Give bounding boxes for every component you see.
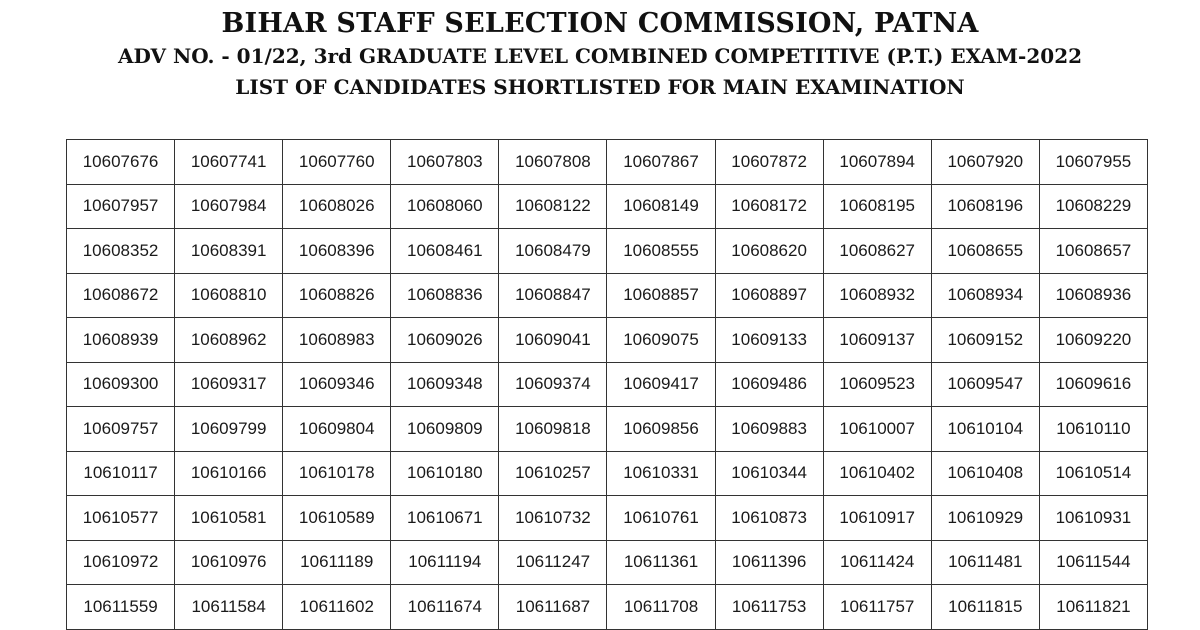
roll-number-cell: 10611424: [823, 540, 931, 585]
roll-number-cell: 10608810: [175, 273, 283, 318]
roll-number-cell: 10610761: [607, 496, 715, 541]
roll-number-cell: 10609075: [607, 318, 715, 363]
roll-number-cell: 10610178: [283, 451, 391, 496]
table-row: [67, 140, 1148, 185]
roll-number-cell: 10608620: [715, 229, 823, 274]
roll-number-cell: 10610117: [67, 451, 175, 496]
table-row: [67, 540, 1148, 585]
roll-number-cell: 10610577: [67, 496, 175, 541]
roll-number-cell: 10608657: [1039, 229, 1147, 274]
roll-number-cell: 10610402: [823, 451, 931, 496]
roll-number-cell: 10610110: [1039, 407, 1147, 452]
roll-number-cell: 10611481: [931, 540, 1039, 585]
roll-number-cell: 10611396: [715, 540, 823, 585]
table-row: [67, 585, 1148, 630]
roll-number-cell: 10610331: [607, 451, 715, 496]
table-row: [67, 273, 1148, 318]
roll-number-cell: 10607867: [607, 140, 715, 185]
roll-number-cell: 10610257: [499, 451, 607, 496]
roll-number-cell: 10611821: [1039, 585, 1147, 630]
roll-number-cell: 10608149: [607, 184, 715, 229]
list-title: LIST OF CANDIDATES SHORTLISTED FOR MAIN EXAMINATION: [235, 75, 965, 99]
roll-number-cell: 10610929: [931, 496, 1039, 541]
roll-number-cell: 10609374: [499, 362, 607, 407]
roll-number-cell: 10607808: [499, 140, 607, 185]
roll-number-cell: 10608122: [499, 184, 607, 229]
roll-number-cell: 10609799: [175, 407, 283, 452]
roll-number-cell: 10608934: [931, 273, 1039, 318]
roll-number-cell: 10611708: [607, 585, 715, 630]
roll-number-cell: 10608897: [715, 273, 823, 318]
roll-number-cell: 10609348: [391, 362, 499, 407]
roll-number-cell: 10609026: [391, 318, 499, 363]
roll-number-cell: 10609616: [1039, 362, 1147, 407]
roll-number-cell: 10608836: [391, 273, 499, 318]
roll-number-cell: 10608847: [499, 273, 607, 318]
roll-number-cell: 10611189: [283, 540, 391, 585]
roll-number-cell: 10608479: [499, 229, 607, 274]
roll-number-cell: 10608196: [931, 184, 1039, 229]
roll-number-cell: 10608396: [283, 229, 391, 274]
roll-number-cell: 10611559: [67, 585, 175, 630]
roll-number-cell: 10611544: [1039, 540, 1147, 585]
roll-number-cell: 10610166: [175, 451, 283, 496]
roll-number-cell: 10609856: [607, 407, 715, 452]
roll-number-cell: 10611584: [175, 585, 283, 630]
roll-number-cell: 10610589: [283, 496, 391, 541]
roll-number-cell: 10607741: [175, 140, 283, 185]
roll-number-cell: 10610732: [499, 496, 607, 541]
roll-number-cell: 10607957: [67, 184, 175, 229]
roll-number-cell: 10611687: [499, 585, 607, 630]
roll-number-cell: 10609152: [931, 318, 1039, 363]
roll-number-cell: 10609300: [67, 362, 175, 407]
roll-number-cell: 10609041: [499, 318, 607, 363]
page-title: BIHAR STAFF SELECTION COMMISSION, PATNA: [221, 8, 979, 39]
roll-number-cell: 10610104: [931, 407, 1039, 452]
roll-number-cell: 10611753: [715, 585, 823, 630]
roll-number-cell: 10607984: [175, 184, 283, 229]
roll-number-cell: 10607803: [391, 140, 499, 185]
roll-number-cell: 10608060: [391, 184, 499, 229]
roll-number-cell: 10608826: [283, 273, 391, 318]
roll-number-cell: 10607676: [67, 140, 175, 185]
roll-number-cell: 10610976: [175, 540, 283, 585]
roll-number-cell: 10609818: [499, 407, 607, 452]
roll-number-cell: 10610344: [715, 451, 823, 496]
roll-number-cell: 10608939: [67, 318, 175, 363]
roll-number-cell: 10610408: [931, 451, 1039, 496]
roll-number-cell: 10609757: [67, 407, 175, 452]
roll-number-cell: 10610671: [391, 496, 499, 541]
roll-number-cell: 10611674: [391, 585, 499, 630]
roll-number-cell: 10608391: [175, 229, 283, 274]
roll-number-cell: 10608962: [175, 318, 283, 363]
candidates-table-body: [67, 140, 1148, 630]
roll-number-cell: 10609883: [715, 407, 823, 452]
roll-number-cell: 10607955: [1039, 140, 1147, 185]
roll-number-cell: 10608026: [283, 184, 391, 229]
roll-number-cell: 10609133: [715, 318, 823, 363]
roll-number-cell: 10609804: [283, 407, 391, 452]
roll-number-cell: 10610180: [391, 451, 499, 496]
roll-number-cell: 10611247: [499, 540, 607, 585]
table-row: [67, 451, 1148, 496]
roll-number-cell: 10610873: [715, 496, 823, 541]
roll-number-cell: 10608857: [607, 273, 715, 318]
roll-number-cell: 10611815: [931, 585, 1039, 630]
roll-number-cell: 10608461: [391, 229, 499, 274]
roll-number-cell: 10609137: [823, 318, 931, 363]
roll-number-cell: 10610972: [67, 540, 175, 585]
roll-number-cell: 10608555: [607, 229, 715, 274]
roll-number-cell: 10610931: [1039, 496, 1147, 541]
table-row: [67, 318, 1148, 363]
roll-number-cell: 10609523: [823, 362, 931, 407]
roll-number-cell: 10610581: [175, 496, 283, 541]
roll-number-cell: 10608932: [823, 273, 931, 318]
exam-subtitle: ADV NO. - 01/22, 3rd GRADUATE LEVEL COMBINED COMPETITIVE (P.T.) EXAM-2022: [117, 44, 1083, 68]
roll-number-cell: 10611602: [283, 585, 391, 630]
roll-number-cell: 10608672: [67, 273, 175, 318]
roll-number-cell: 10607760: [283, 140, 391, 185]
roll-number-cell: 10609547: [931, 362, 1039, 407]
roll-number-cell: 10608983: [283, 318, 391, 363]
candidates-table-container: [66, 139, 1148, 630]
roll-number-cell: 10611757: [823, 585, 931, 630]
roll-number-cell: 10608655: [931, 229, 1039, 274]
roll-number-cell: 10610514: [1039, 451, 1147, 496]
roll-number-cell: 10609346: [283, 362, 391, 407]
roll-number-cell: 10610007: [823, 407, 931, 452]
roll-number-cell: 10607872: [715, 140, 823, 185]
roll-number-cell: 10609220: [1039, 318, 1147, 363]
roll-number-cell: 10610917: [823, 496, 931, 541]
roll-number-cell: 10609317: [175, 362, 283, 407]
table-row: [67, 362, 1148, 407]
roll-number-cell: 10607920: [931, 140, 1039, 185]
table-row: [67, 407, 1148, 452]
roll-number-cell: 10608229: [1039, 184, 1147, 229]
roll-number-cell: 10608352: [67, 229, 175, 274]
roll-number-cell: 10607894: [823, 140, 931, 185]
roll-number-cell: 10611194: [391, 540, 499, 585]
roll-number-cell: 10608936: [1039, 273, 1147, 318]
roll-number-cell: 10608195: [823, 184, 931, 229]
roll-number-cell: 10608172: [715, 184, 823, 229]
roll-number-cell: 10609486: [715, 362, 823, 407]
table-row: [67, 184, 1148, 229]
table-row: [67, 229, 1148, 274]
roll-number-cell: 10611361: [607, 540, 715, 585]
roll-number-cell: 10609417: [607, 362, 715, 407]
table-row: [67, 496, 1148, 541]
candidates-table: [66, 139, 1148, 630]
roll-number-cell: 10609809: [391, 407, 499, 452]
roll-number-cell: 10608627: [823, 229, 931, 274]
